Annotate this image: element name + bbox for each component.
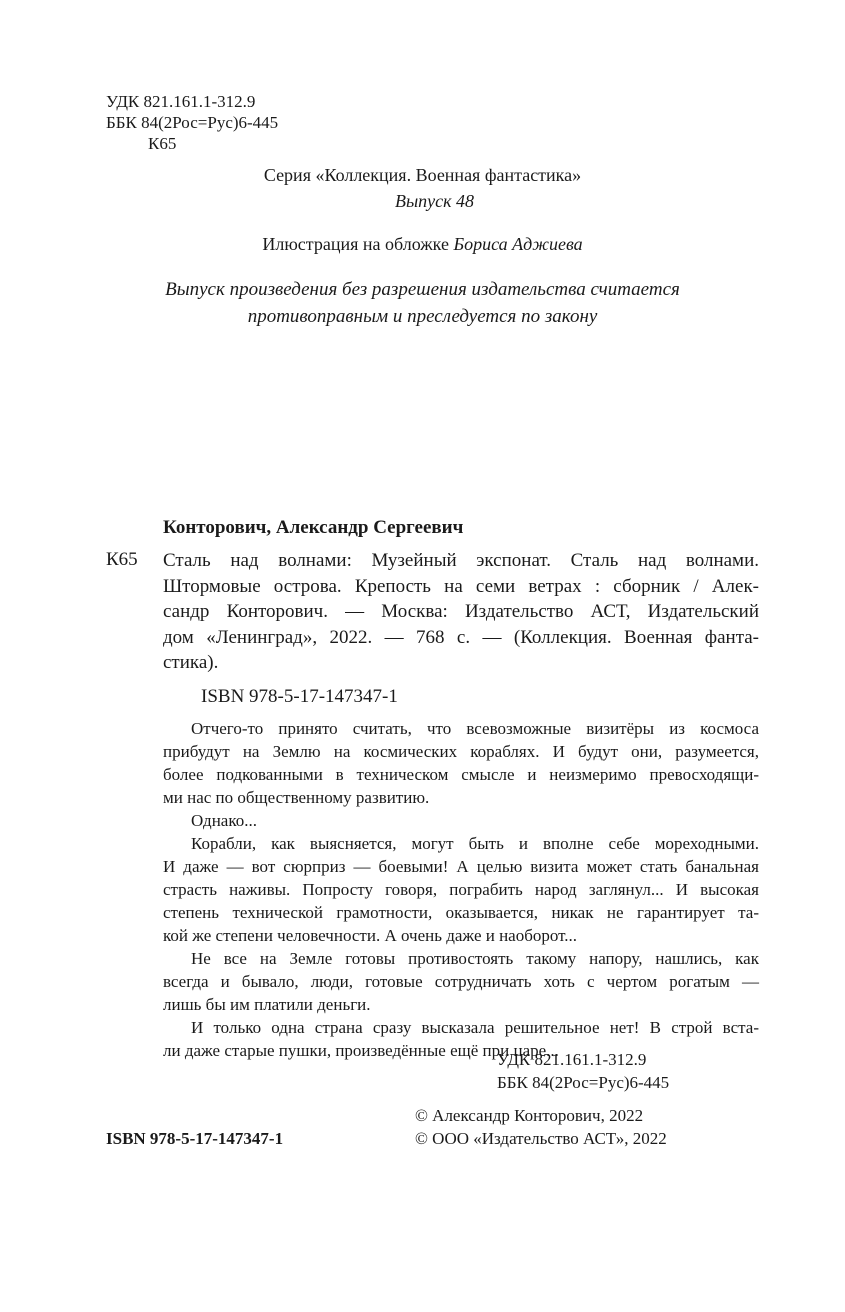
catalog-mark: К65	[106, 549, 138, 570]
illustration-artist: Бориса Аджиева	[453, 234, 583, 254]
author-mark-top: К65	[148, 134, 177, 153]
annotation-line: И только одна страна сразу высказала решительное нет! В строй вста-	[191, 1018, 759, 1037]
illustration-prefix: Илюстрация на обложке	[262, 234, 454, 254]
annotation-paragraph-2	[163, 809, 759, 832]
footer-isbn: ISBN 978-5-17-147347-1	[106, 1129, 284, 1148]
annotation-line: Отчего-то принято считать, что всевозможные визитёры из космоса	[191, 719, 759, 738]
udk-code-top: УДК 821.161.1-312.9	[106, 92, 256, 111]
catalog-description-line: стика).	[163, 652, 219, 673]
bbk-code-bottom: ББК 84(2Рос=Рус)6-445	[497, 1073, 670, 1092]
illustration-credit	[0, 233, 845, 255]
series-line: Серия «Коллекция. Военная фантастика»	[263, 165, 582, 185]
annotation-line: ми нас по общественному развитию.	[163, 788, 430, 807]
annotation-line: более подкованными в техническом смысле и неизмеримо превосходящи-	[163, 765, 759, 784]
annotation-line: прибудут на Землю на космических кораблях. И будут они, разумеется,	[163, 742, 759, 761]
series-issue: Выпуск 48	[394, 191, 475, 211]
annotation-line: лишь бы им платили деньги.	[163, 995, 371, 1014]
catalog-description-line: дом «Ленинград», 2022. — 768 с. — (Коллекция. Военная фанта-	[163, 626, 759, 648]
annotation-paragraph-5	[163, 1016, 759, 1062]
copyright-author: © Александр Конторович, 2022	[415, 1106, 644, 1125]
annotation-line: степень технической грамотности, оказывается, никак не гарантирует та-	[163, 903, 759, 922]
catalog-description-line: Сталь над волнами: Музейный экспонат. Сталь над волнами.	[163, 550, 759, 571]
annotation-line: ли даже старые пушки, произведённые ещё при царе...	[163, 1041, 559, 1060]
catalog-author-heading: Конторович, Александр Сергеевич	[163, 517, 464, 538]
annotation-paragraph-4	[163, 947, 759, 1016]
catalog-description-line: Штормовые острова. Крепость на семи ветрах : сборник / Алек-	[163, 575, 759, 597]
annotation-line: Корабли, как выясняется, могут быть и вполне себе мореходными.	[191, 834, 759, 853]
annotation-line: Не все на Земле готовы противостоять такому напору, нашлись, как	[191, 949, 759, 968]
legal-warning-line-1: Выпуск произведения без разрешения издательства считается	[165, 279, 680, 300]
copyright-publisher: © ООО «Издательство АСТ», 2022	[415, 1129, 667, 1148]
annotation-line: всегда и бывало, люди, готовые сотрудничать хоть с чертом рогатым —	[163, 972, 759, 991]
annotation-line: Однако...	[191, 811, 257, 830]
catalog-isbn: ISBN 978-5-17-147347-1	[201, 686, 398, 707]
annotation-line: кой же степени человечности. А очень даже и наоборот...	[163, 926, 578, 945]
catalog-description	[163, 548, 759, 676]
annotation-paragraph-1	[163, 717, 759, 809]
annotation-paragraph-3	[163, 832, 759, 947]
udk-code-bottom: УДК 821.161.1-312.9	[497, 1050, 647, 1069]
catalog-description-line: сандр Конторович. — Москва: Издательство АСТ, Издательский	[163, 601, 759, 622]
bbk-code-top: ББК 84(2Рос=Рус)6-445	[106, 113, 279, 132]
annotation-line: И даже — вот сюрприз — боевыми! А целью визита может стать банальная	[163, 857, 759, 876]
annotation-line: страсть наживы. Попросту говоря, пограбить народ заглянул... И высокая	[163, 880, 759, 899]
annotation	[163, 717, 759, 1062]
legal-warning-line-2: противоправным и преследуется по закону	[247, 306, 598, 327]
